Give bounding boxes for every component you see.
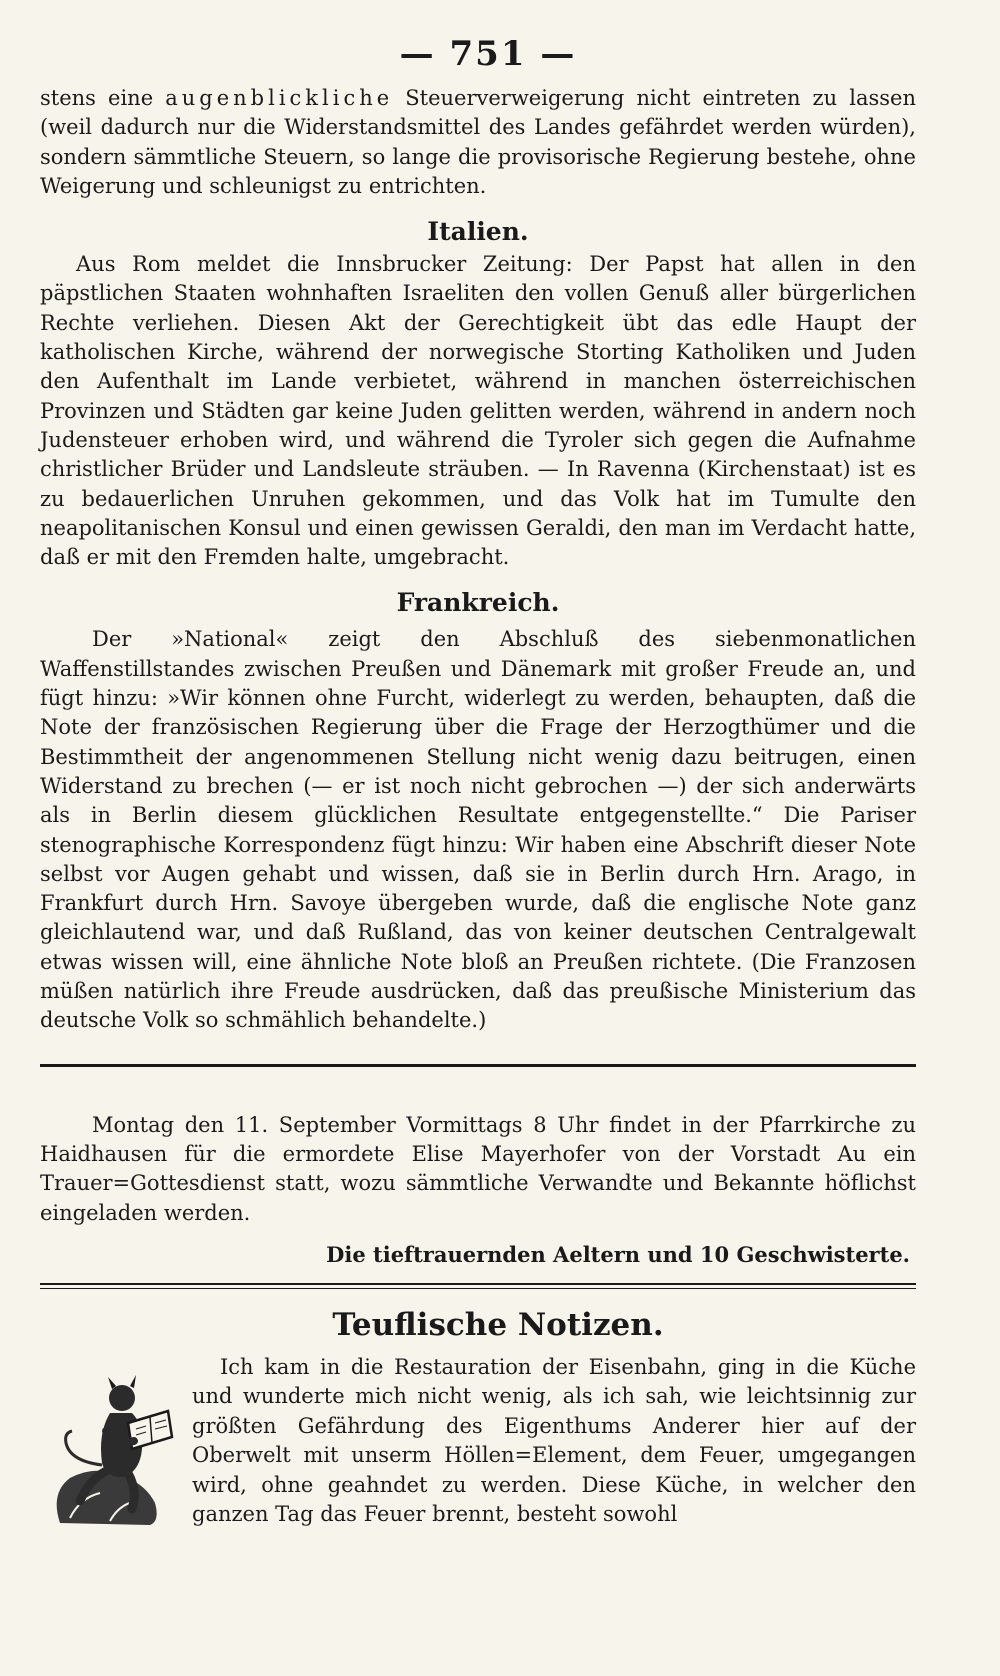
paragraph-prefix: stens eine	[40, 86, 166, 110]
spaced-word: augenblickliche	[165, 86, 394, 110]
teuflische-section	[40, 1353, 916, 1530]
section-heading-teuflische: Teuflische Notizen.	[332, 1306, 664, 1343]
double-divider	[40, 1283, 916, 1289]
section-heading-italien: Italien.	[427, 217, 529, 247]
teuflische-paragraph: Ich kam in die Restauration der Eisenbahn, ging in die Küche und wunderte mich nicht wenig, als ich sah, wie leichtsinnig zur größten Gefährdung des Eigenthums Anderer hier auf der Oberwelt mit unserm Höllen=Element, dem Feuer, umgegangen wird, ohne geahndet zu werden. Diese Küche, in welcher den ganzen Tag das Feuer brennt, besteht sowohl	[192, 1354, 916, 1527]
paragraph-rest: Steuerverweigerung nicht eintreten zu lassen (weil dadurch nur die Widerstandsmittel des Landes gefährdet werden würden), sondern sämmtliche Steuern, so lange die provisorische Regierung bestehe, ohne Weigerung und schleunigst zu entrichten.	[40, 86, 916, 198]
devil-reading-figure-icon	[40, 1353, 190, 1528]
frankreich-paragraph: Der »National« zeigt den Abschluß des siebenmonatlichen Waffenstillstandes zwischen Preußen und Dänemark mit großer Freude an, und fügt hinzu: »Wir können ohne Furcht, widerlegt zu werden, behaupten, daß die Note der französischen Regierung über die Frage der Herzogthümer und die Bestimmtheit der angenommenen Stellung nicht wenig dazu beitrugen, einen Widerstand zu brechen (— er ist noch nicht gebrochen —) der sich anderwärts als in Berlin diesem glücklichen Resultate entgegenstellte.“ Die Pariser stenographische Korrespondenz fügt hinzu: Wir haben eine Abschrift dieser Note selbst vor Augen gehabt und wissen, daß sie in Berlin durch Hrn. Arago, in Frankfurt durch Hrn. Savoye übergeben wurde, daß die englische Note ganz gleichlautend war, und daß Rußland, das von keiner deutschen Centralgewalt etwas wissen will, eine ähnliche Note bloß an Preußen richtete. (Die Franzosen müßen natürlich ihre Freude ausdrücken, daß das preußische Ministerium das deutsche Volk so schmählich behandelte.)	[40, 627, 916, 1033]
notice-signature: Die tieftrauernden Aeltern und 10 Geschwisterte.	[326, 1241, 910, 1267]
continued-paragraph	[40, 84, 916, 201]
memorial-notice	[40, 1111, 916, 1267]
italien-paragraph: Aus Rom meldet die Innsbrucker Zeitung: Der Papst hat allen in den päpstlichen Staaten wohnhaften Israeliten den vollen Genuß aller bürgerlichen Rechte verliehen. Diesen Akt der Gerechtigkeit übt das edle Haupt der katholischen Kirche, während der norwegische Storting Katholiken und Juden den Aufenthalt im Lande verbietet, während in manchen österreichischen Provinzen und Städten gar keine Juden gelitten werden, während in andern noch Judensteuer erhoben wird, und während die Tyroler sich gegen die Aufnahme christlicher Brüder und Landsleute sträuben. — In Ravenna (Kirchenstaat) ist es zu bedauerlichen Unruhen gekommen, und das Volk hat im Tumulte den neapolitanischen Konsul und einen gewissen Geraldi, den man im Verdacht hatte, daß er mit den Fremden halte, umgebracht.	[40, 252, 916, 570]
section-heading-frankreich: Frankreich.	[396, 588, 560, 618]
page-number: — 751 —	[399, 34, 577, 74]
section-divider	[40, 1064, 916, 1067]
teuflische-text	[192, 1353, 916, 1530]
notice-paragraph: Montag den 11. September Vormittags 8 Uhr findet in der Pfarrkirche zu Haidhausen für die ermordete Elise Mayerhofer von der Vorstadt Au ein Trauer=Gottesdienst statt, wozu sämmtliche Verwandte und Bekannte höflichst eingeladen werden.	[40, 1112, 916, 1225]
